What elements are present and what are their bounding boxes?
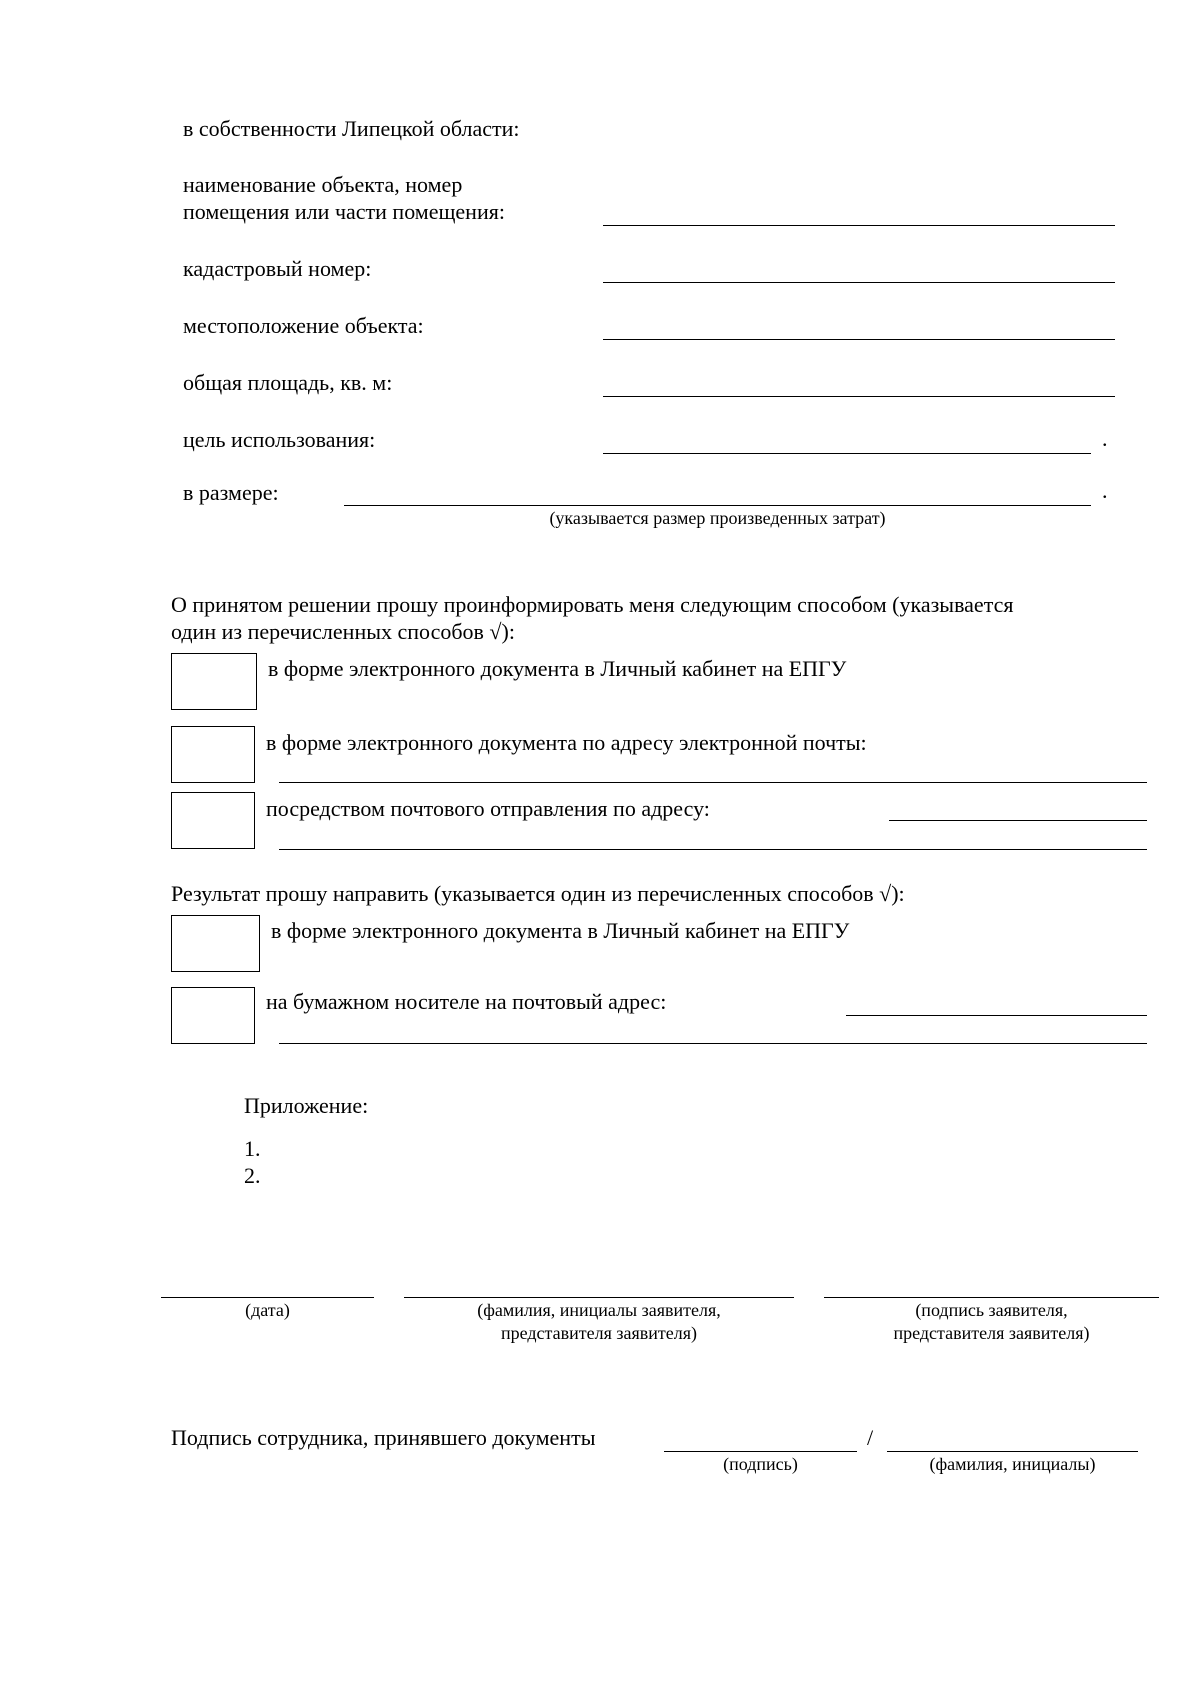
result-epgu-checkbox[interactable]: [171, 915, 260, 972]
object-name-field[interactable]: [603, 225, 1115, 226]
notify-email-label: в форме электронного документа по адресу электронной почты:: [266, 730, 867, 755]
notify-email-checkbox[interactable]: [171, 726, 255, 783]
date-field[interactable]: [161, 1297, 374, 1298]
location-label: местоположение объекта:: [183, 313, 424, 338]
applicant-name-caption-line2: представителя заявителя): [501, 1323, 697, 1343]
notify-post-field[interactable]: [279, 849, 1147, 850]
attachment-item-2: 2.: [244, 1163, 261, 1188]
notify-post-field-short[interactable]: [889, 820, 1147, 821]
cadastral-label: кадастровый номер:: [183, 256, 372, 281]
notify-post-checkbox[interactable]: [171, 792, 255, 849]
object-name-label-line2: помещения или части помещения:: [183, 199, 505, 224]
staff-slash: /: [867, 1425, 874, 1450]
notify-post-label: посредством почтового отправления по адресу:: [266, 796, 710, 821]
applicant-name-caption-line1: (фамилия, инициалы заявителя,: [477, 1300, 721, 1320]
staff-name-field[interactable]: [887, 1451, 1138, 1452]
attachments-title: Приложение:: [244, 1093, 369, 1118]
staff-signature-field[interactable]: [664, 1451, 857, 1452]
amount-hint: (указывается размер произведенных затрат): [549, 508, 886, 528]
area-field[interactable]: [603, 396, 1115, 397]
purpose-field[interactable]: [603, 453, 1091, 454]
amount-field[interactable]: [344, 505, 1091, 506]
area-label: общая площадь, кв. м:: [183, 370, 393, 395]
date-caption: (дата): [245, 1300, 290, 1320]
applicant-signature-caption-line2: представителя заявителя): [893, 1323, 1090, 1343]
object-name-label-line1: наименование объекта, номер: [183, 172, 463, 197]
result-paper-field-short[interactable]: [846, 1015, 1147, 1016]
notify-email-field[interactable]: [279, 782, 1147, 783]
cadastral-field[interactable]: [603, 282, 1115, 283]
purpose-label: цель использования:: [183, 427, 376, 452]
ownership-label: в собственности Липецкой области:: [183, 116, 520, 141]
purpose-period: .: [1102, 426, 1108, 451]
applicant-name-field[interactable]: [404, 1297, 794, 1298]
result-paper-checkbox[interactable]: [171, 987, 255, 1044]
applicant-signature-caption-line1: (подпись заявителя,: [915, 1300, 1068, 1320]
result-paper-label: на бумажном носителе на почтовый адрес:: [266, 989, 667, 1014]
location-field[interactable]: [603, 339, 1115, 340]
applicant-signature-field[interactable]: [824, 1297, 1159, 1298]
staff-name-caption: (фамилия, инициалы): [929, 1454, 1096, 1474]
staff-signature-caption: (подпись): [723, 1454, 798, 1474]
attachment-item-1: 1.: [244, 1136, 261, 1161]
result-epgu-label: в форме электронного документа в Личный кабинет на ЕПГУ: [271, 918, 850, 943]
notify-epgu-checkbox[interactable]: [171, 653, 257, 710]
notify-heading-line1: О принятом решении прошу проинформировать меня следующим способом (указывается: [171, 592, 1014, 617]
amount-period: .: [1102, 478, 1108, 503]
staff-signature-label: Подпись сотрудника, принявшего документы: [171, 1425, 596, 1450]
result-paper-field[interactable]: [279, 1043, 1147, 1044]
result-heading: Результат прошу направить (указывается один из перечисленных способов √):: [171, 881, 905, 906]
amount-label: в размере:: [183, 480, 279, 505]
notify-heading-line2: один из перечисленных способов √):: [171, 619, 515, 644]
notify-epgu-label: в форме электронного документа в Личный кабинет на ЕПГУ: [268, 656, 847, 681]
